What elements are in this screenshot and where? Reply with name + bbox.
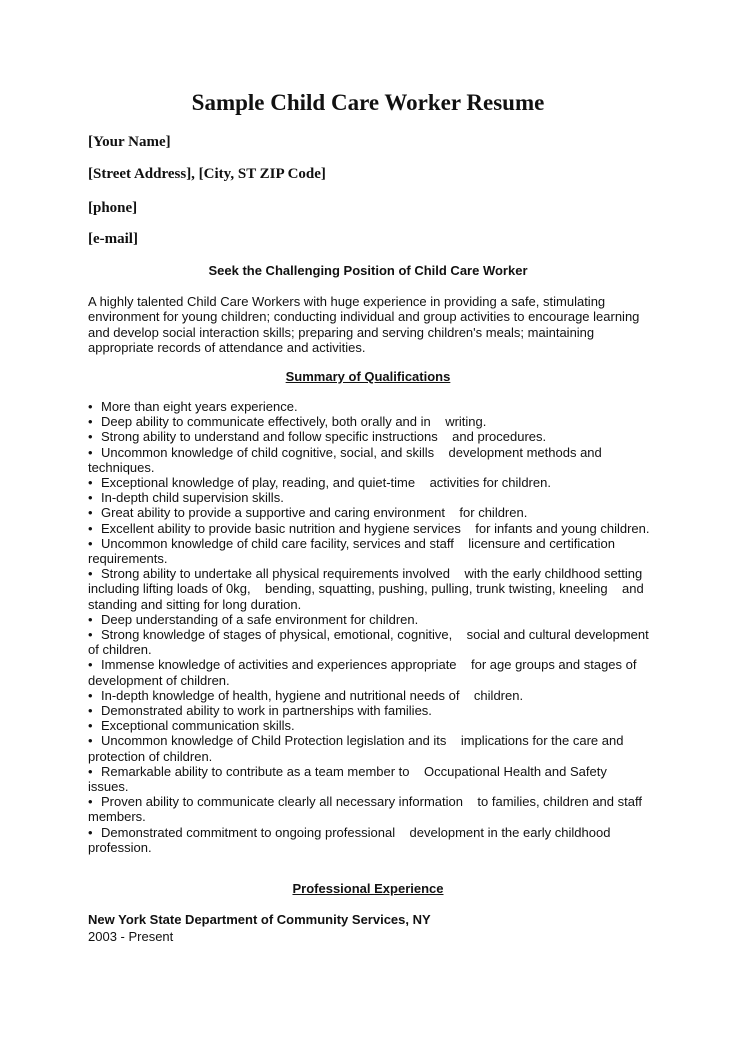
qualification-item: [88, 612, 650, 627]
bullet-icon: •: [88, 763, 93, 779]
bullet-icon: •: [88, 627, 93, 643]
qualification-text: Strong knowledge of stages of physical, emotional, cognitive, social and cultural development of children.: [88, 627, 653, 658]
qualification-text: Deep ability to communicate effectively, both orally and in writing.: [101, 414, 487, 430]
contact-name: [Your Name]: [88, 134, 171, 150]
bullet-icon: •: [88, 566, 93, 582]
qualification-text: Exceptional communication skills.: [101, 718, 295, 734]
qualification-text: Excellent ability to provide basic nutrition and hygiene services for infants and young children.: [101, 520, 650, 536]
qualification-item: [88, 566, 650, 612]
qualifications-list: [88, 399, 653, 855]
bullet-icon: •: [88, 490, 93, 506]
contact-phone: [phone]: [88, 200, 138, 216]
bullet-icon: •: [88, 733, 93, 749]
qualification-text: Great ability to provide a supportive and caring environment for children.: [101, 505, 528, 521]
qualifications-heading: Summary of Qualifications: [285, 369, 451, 384]
profile-summary: A highly talented Child Care Workers with huge experience in providing a safe, stimulating environment for young children; conducting individual and group activities to encourage learning and develop social interaction skills; preparing and serving children's meals; maintaining appropriate records of attendance and activities.: [88, 294, 640, 355]
qualification-text: Strong ability to understand and follow specific instructions and procedures.: [101, 429, 547, 445]
bullet-icon: •: [88, 475, 93, 491]
bullet-icon: •: [88, 444, 93, 460]
qualification-text: Uncommon knowledge of child cognitive, social, and skills development methods and techniques.: [88, 444, 606, 475]
qualification-item: [88, 825, 650, 855]
bullet-icon: •: [88, 429, 93, 445]
qualification-item: [88, 733, 650, 763]
qualification-item: [88, 657, 650, 687]
qualification-item: [88, 429, 650, 444]
qualification-item: [88, 703, 650, 718]
qualification-text: In-depth child supervision skills.: [101, 490, 284, 506]
qualification-item: [88, 399, 650, 414]
bullet-icon: •: [88, 687, 93, 703]
bullet-icon: •: [88, 535, 93, 551]
employer-name: New York State Department of Community Services, NY: [88, 912, 431, 927]
qualification-item: [88, 414, 650, 429]
resume-title: Sample Child Care Worker Resume: [191, 90, 545, 115]
contact-address: [Street Address], [City, ST ZIP Code]: [88, 166, 326, 182]
contact-email: [e-mail]: [88, 231, 138, 247]
bullet-icon: •: [88, 505, 93, 521]
bullet-icon: •: [88, 718, 93, 734]
qualification-text: Strong ability to undertake all physical requirements involved with the early childhood setting including lifting loads of 0kg, bending, squatting, pushing, pulling, trunk twisting, kneeling and standing and sitting for long duration.: [88, 566, 648, 612]
bullet-icon: •: [88, 703, 93, 719]
qualification-text: Demonstrated commitment to ongoing professional development in the early childhood profession.: [88, 824, 615, 855]
qualification-item: [88, 764, 650, 794]
qualification-item: [88, 718, 650, 733]
qualification-item: [88, 627, 653, 658]
qualification-text: Proven ability to communicate clearly all necessary information to families, children and staff members.: [88, 794, 646, 825]
bullet-icon: •: [88, 611, 93, 627]
bullet-icon: •: [88, 657, 93, 673]
qualification-text: Exceptional knowledge of play, reading, and quiet-time activities for children.: [101, 475, 551, 491]
qualification-text: More than eight years experience.: [101, 399, 298, 414]
bullet-icon: •: [88, 399, 93, 414]
bullet-icon: •: [88, 824, 93, 840]
qualification-item: [88, 794, 650, 824]
qualification-text: Immense knowledge of activities and experiences appropriate for age groups and stages of development of children.: [88, 657, 641, 688]
qualification-item: [88, 475, 650, 490]
bullet-icon: •: [88, 520, 93, 536]
qualification-text: Uncommon knowledge of child care facility, services and staff licensure and certification requirements.: [88, 535, 619, 567]
qualification-item: [88, 688, 650, 703]
experience-heading: Professional Experience: [292, 881, 444, 896]
qualification-item: [88, 536, 650, 566]
qualification-text: In-depth knowledge of health, hygiene and nutritional needs of children.: [101, 687, 524, 703]
qualification-item: [88, 445, 650, 475]
qualification-item: [88, 490, 650, 505]
qualification-text: Uncommon knowledge of Child Protection legislation and its implications for the care and protection of children.: [88, 733, 628, 764]
qualification-text: Remarkable ability to contribute as a team member to Occupational Health and Safety issues.: [88, 763, 611, 795]
qualification-text: Demonstrated ability to work in partnerships with families.: [101, 703, 432, 719]
employment-dates: 2003 - Present: [88, 929, 174, 944]
bullet-icon: •: [88, 794, 93, 810]
qualification-item: [88, 505, 650, 520]
objective-heading: Seek the Challenging Position of Child Care Worker: [208, 263, 528, 278]
qualification-text: Deep understanding of a safe environment for children.: [101, 611, 419, 627]
bullet-icon: •: [88, 414, 93, 430]
qualification-item: [88, 521, 650, 536]
